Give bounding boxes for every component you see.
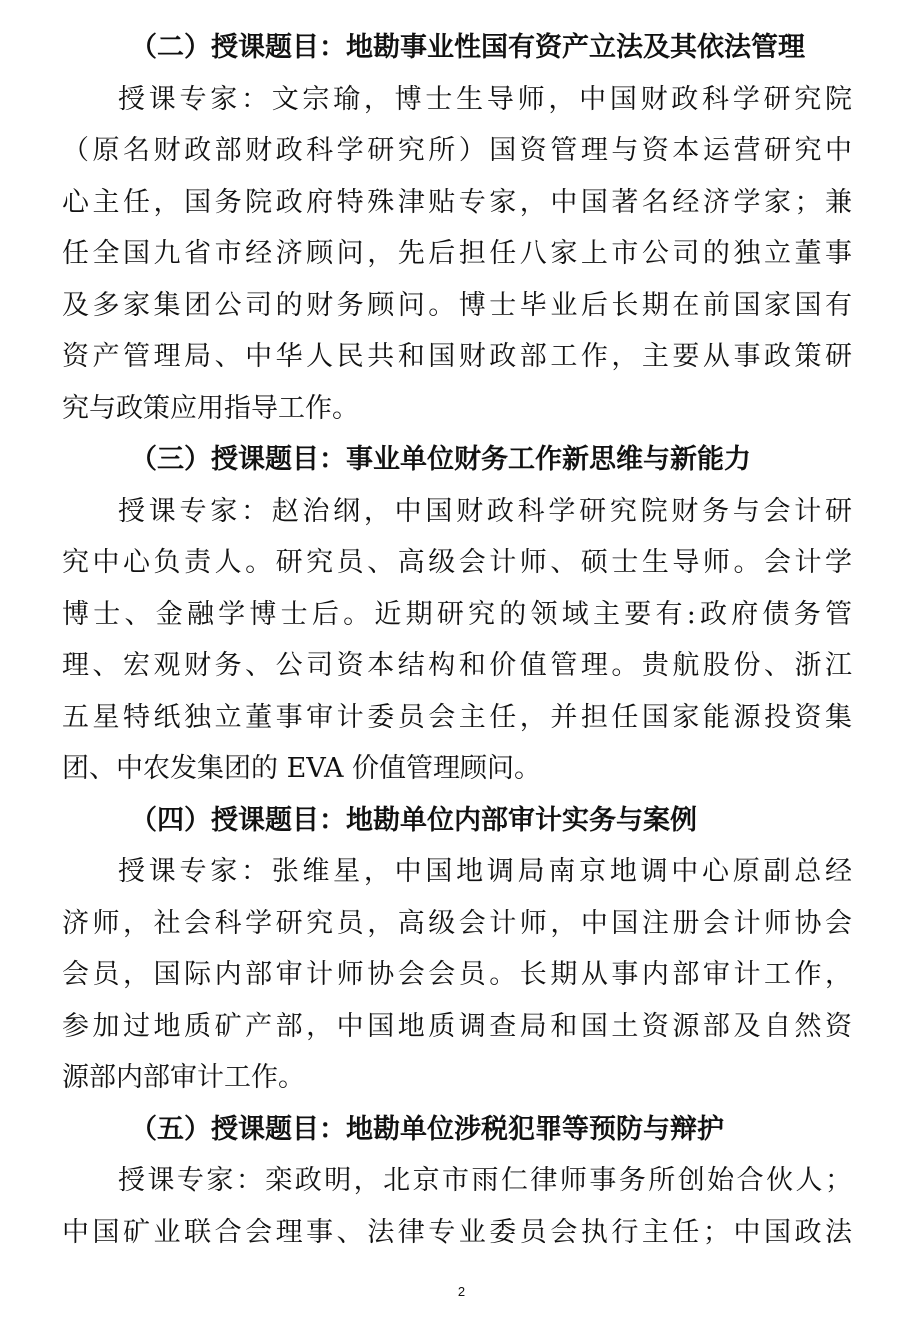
paragraph-line: 济师，社会科学研究员，高级会计师，中国注册会计师协会 xyxy=(62,907,852,939)
paragraph-line: 会员，国际内部审计师协会会员。长期从事内部审计工作， xyxy=(62,959,852,990)
paragraph-line: 及多家集团公司的财务顾问。博士毕业后长期在前国家国有 xyxy=(62,289,852,321)
section-heading-3: （三）授课题目：事业单位财务工作新思维与新能力 xyxy=(130,444,751,475)
paragraph-line: 参加过地质矿产部，中国地质调查局和国土资源部及自然资 xyxy=(62,1010,852,1042)
section-heading-2: （二）授课题目：地勘事业性国有资产立法及其依法管理 xyxy=(130,32,805,63)
paragraph-line: 资产管理局、中华人民共和国财政部工作，主要从事政策研 xyxy=(62,341,852,372)
paragraph-line: 授课专家：文宗瑜，博士生导师，中国财政科学研究院 xyxy=(118,83,852,115)
paragraph-line: 心主任，国务院政府特殊津贴专家，中国著名经济学家；兼 xyxy=(62,186,852,218)
document-body xyxy=(62,22,852,1258)
paragraph-line: 源部内部审计工作。 xyxy=(62,1062,305,1093)
paragraph-line: 团、中农发集团的 EVA 价值管理顾问。 xyxy=(62,753,542,784)
paragraph-line: 究中心负责人。研究员、高级会计师、硕士生导师。会计学 xyxy=(62,547,852,578)
paragraph-line: 任全国九省市经济顾问，先后担任八家上市公司的独立董事 xyxy=(62,238,852,269)
paragraph-line: 授课专家：赵治纲，中国财政科学研究院财务与会计研 xyxy=(118,495,852,527)
paragraph-line: 中国矿业联合会理事、法律专业委员会执行主任；中国政法 xyxy=(62,1216,852,1248)
paragraph-line: 究与政策应用指导工作。 xyxy=(62,392,359,424)
paragraph-line: （原名财政部财政科学研究所）国资管理与资本运营研究中 xyxy=(62,135,852,166)
page-number: 2 xyxy=(457,1284,466,1299)
paragraph-line: 五星特纸独立董事审计委员会主任，并担任国家能源投资集 xyxy=(62,701,852,733)
section-heading-4: （四）授课题目：地勘单位内部审计实务与案例 xyxy=(130,804,697,836)
section-heading-5: （五）授课题目：地勘单位涉税犯罪等预防与辩护 xyxy=(130,1113,724,1145)
paragraph-line: 授课专家：栾政明，北京市雨仁律师事务所创始合伙人； xyxy=(118,1165,852,1196)
paragraph-line: 理、宏观财务、公司资本结构和价值管理。贵航股份、浙江 xyxy=(62,650,852,681)
paragraph-line: 授课专家：张维星，中国地调局南京地调中心原副总经 xyxy=(118,856,852,887)
paragraph-line: 博士、金融学博士后。近期研究的领域主要有:政府债务管 xyxy=(62,598,852,630)
